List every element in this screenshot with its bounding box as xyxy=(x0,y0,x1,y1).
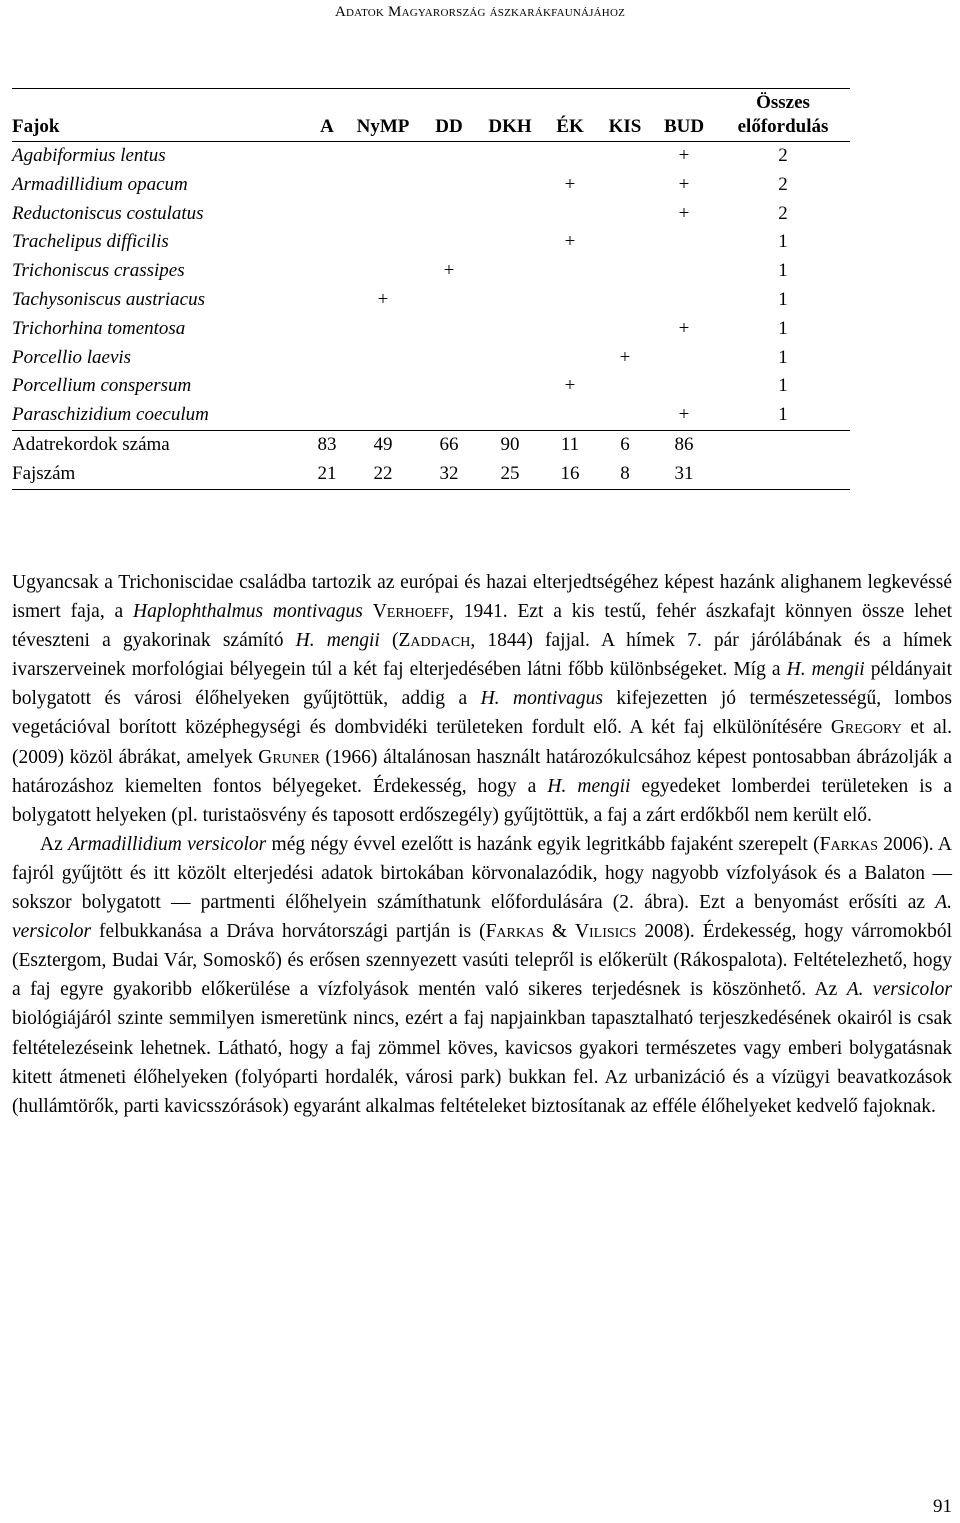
table-cell xyxy=(542,286,598,315)
table-cell: + xyxy=(564,231,576,253)
text-run: ( xyxy=(379,630,399,652)
header-total-line1: Összes xyxy=(756,92,810,113)
table-cell xyxy=(652,257,716,286)
table-cell xyxy=(308,372,346,401)
table-cell xyxy=(478,171,542,200)
text-run: példányait bolygatott és városi élőhelyeken gyűjtöttük, addig a xyxy=(12,659,953,710)
table-cell: 11 xyxy=(560,433,580,455)
species-name: A. versicolor xyxy=(846,979,952,1001)
table-cell: 6 xyxy=(620,433,630,455)
table-cell xyxy=(346,344,420,373)
table-cell xyxy=(478,401,542,430)
header-col-a: A xyxy=(320,116,334,137)
table-cell xyxy=(308,257,346,286)
text-run xyxy=(363,601,373,622)
table-cell xyxy=(308,171,346,200)
table-cell: + xyxy=(678,202,690,224)
author-name: Farkas xyxy=(485,921,544,943)
author-name: Gruner xyxy=(258,746,320,768)
header-col-kis: KIS xyxy=(608,116,642,137)
total-cell: 1 xyxy=(778,346,788,368)
totals-rows xyxy=(12,430,850,489)
header-col-ek: ÉK xyxy=(556,116,584,137)
table-cell: 22 xyxy=(373,462,393,484)
species-name-cell: Armadillidium opacum xyxy=(12,173,188,195)
row-label-cell: Fajszám xyxy=(12,462,76,484)
text-run: felbukkanása a Dráva horvátországi partján is ( xyxy=(91,921,486,943)
text-run: & xyxy=(543,921,575,943)
table-cell: 49 xyxy=(373,433,393,455)
total-cell xyxy=(716,430,850,459)
table-row xyxy=(12,344,850,373)
table-cell xyxy=(308,228,346,257)
species-rows xyxy=(12,142,850,431)
table-cell xyxy=(598,171,652,200)
table-cell: 32 xyxy=(439,462,459,484)
row-label-cell: Adatrekordok száma xyxy=(12,433,170,455)
table-cell xyxy=(420,401,478,430)
table-cell xyxy=(346,200,420,229)
table-cell: 31 xyxy=(674,462,694,484)
table-cell xyxy=(346,315,420,344)
table-cell xyxy=(542,401,598,430)
table-cell xyxy=(346,257,420,286)
table-cell xyxy=(308,401,346,430)
header-col-bud: BUD xyxy=(663,116,705,137)
text-run: et al. (2009) közöl ábrákat, amelyek xyxy=(12,717,952,768)
table-cell xyxy=(598,200,652,229)
header-col-dd: DD xyxy=(435,116,463,137)
table-cell xyxy=(478,142,542,171)
header-total xyxy=(716,89,850,142)
species-name-cell: Paraschizidium coeculum xyxy=(12,404,209,426)
total-cell: 2 xyxy=(778,145,788,166)
total-cell: 1 xyxy=(778,404,788,426)
table-cell xyxy=(346,142,420,171)
total-cell: 1 xyxy=(778,288,788,310)
table-row xyxy=(12,142,850,171)
table-cell xyxy=(420,200,478,229)
author-name: Zaddach xyxy=(398,630,471,652)
total-cell: 2 xyxy=(778,173,788,195)
table-row xyxy=(12,286,850,315)
table-cell xyxy=(420,171,478,200)
table-cell xyxy=(308,315,346,344)
species-name-cell: Agabiformius lentus xyxy=(12,145,166,166)
table-cell: 83 xyxy=(317,433,337,455)
table-cell xyxy=(478,315,542,344)
paragraph-haplophthalmus xyxy=(12,568,952,830)
table-cell xyxy=(420,372,478,401)
table-cell xyxy=(478,228,542,257)
text-run: még négy évvel ezelőtt is hazánk egyik legritkább fajaként szerepelt ( xyxy=(266,833,820,855)
header-total-line2: előfordulás xyxy=(737,116,829,137)
table-cell: 21 xyxy=(317,462,337,484)
species-name: A. versicolor xyxy=(12,892,952,943)
totals-row xyxy=(12,430,850,459)
table-cell xyxy=(478,257,542,286)
species-name-cell: Porcellio laevis xyxy=(12,346,132,368)
table-header-row xyxy=(12,89,850,142)
species-name: Armadillidium versicolor xyxy=(68,833,267,855)
table-cell xyxy=(598,286,652,315)
table-cell: 66 xyxy=(439,433,459,455)
table-cell xyxy=(478,286,542,315)
table-cell xyxy=(308,142,346,171)
header-species: Fajok xyxy=(12,116,60,137)
table-row xyxy=(12,372,850,401)
paragraph-armadillidium xyxy=(12,830,952,1121)
table-cell xyxy=(478,200,542,229)
species-name: H. mengii xyxy=(295,630,380,652)
text-run: biológiájáról szinte semmilyen ismeretünk nincs, ezért a faj napjainkban tapasztalható terjeszkedésének okairól is csak feltételezéseink lehetnek. Látható, hogy a faj zömmel köves, kavicsos gyakori természetes vagy emberi bolygatásnak kitett átmeneti élőhelyeken (folyóparti hordalék, városi park) bukkan fel. Az urbanizáció és a vízügyi beavatkozások (hullámtörők, parti kavicsszórások) egyaránt alkalmas feltételeket biztosítanak az efféle élőhelyeket kedvelő fajoknak. xyxy=(12,1008,952,1117)
total-cell: 1 xyxy=(778,375,788,397)
total-cell: 1 xyxy=(778,231,788,253)
table-cell: + xyxy=(678,145,690,166)
table-cell xyxy=(652,228,716,257)
table-cell: + xyxy=(564,173,576,195)
body-text xyxy=(12,568,952,1121)
total-cell xyxy=(716,460,850,489)
table-cell xyxy=(598,142,652,171)
species-occurrence-table xyxy=(12,88,850,490)
species-name-cell: Porcellium conspersum xyxy=(12,375,192,397)
text-run: Az xyxy=(40,833,69,855)
table-cell xyxy=(598,315,652,344)
table-cell: 8 xyxy=(620,462,630,484)
table-cell xyxy=(598,257,652,286)
table-cell: 16 xyxy=(560,462,580,484)
table-cell xyxy=(346,171,420,200)
running-header: Adatok Magyarország ászkarákfaunájához xyxy=(334,4,626,20)
table-cell xyxy=(478,372,542,401)
table-cell: + xyxy=(564,375,576,397)
table-cell xyxy=(346,401,420,430)
page-number: 91 xyxy=(933,1496,952,1517)
text-run: (1966) általánosan használt határozókulcsához képest pontosabban ábrázolják a határozáshoz kiemelten fontos bélyegeket. Érdekesség, hogy a xyxy=(12,746,952,797)
table-cell: + xyxy=(678,404,690,426)
table-cell xyxy=(542,315,598,344)
total-cell: 2 xyxy=(778,202,788,224)
table-cell xyxy=(542,257,598,286)
table-cell xyxy=(542,142,598,171)
table-cell xyxy=(598,372,652,401)
table-row xyxy=(12,401,850,430)
table-cell: + xyxy=(619,346,631,368)
table-cell xyxy=(420,315,478,344)
table-cell: + xyxy=(443,260,455,282)
table-cell xyxy=(652,344,716,373)
total-cell: 1 xyxy=(778,317,788,339)
header-col-dkh: DKH xyxy=(488,116,532,137)
table-cell xyxy=(308,344,346,373)
species-name: H. mengii xyxy=(547,775,631,797)
text-run: , 1844) fajjal. A hímek 7. pár járólábának és a hímek ivarszerveinek morfológiai bélyegein túl a két faj elterjedésében látni főbb különbségeket. Míg a xyxy=(12,630,952,681)
table-cell xyxy=(420,286,478,315)
table-cell: + xyxy=(377,288,389,310)
table-cell xyxy=(652,286,716,315)
species-name-cell: Tachysoniscus austriacus xyxy=(12,288,206,310)
table-cell xyxy=(420,142,478,171)
table-cell xyxy=(542,200,598,229)
species-name-cell: Reductoniscus costulatus xyxy=(12,202,204,224)
table-row xyxy=(12,315,850,344)
author-name: Vilisics xyxy=(574,921,637,943)
table-cell: + xyxy=(678,173,690,195)
table-cell xyxy=(420,344,478,373)
table-cell xyxy=(478,344,542,373)
table-cell: 86 xyxy=(674,433,694,455)
table-row xyxy=(12,257,850,286)
species-name: Haplophthalmus montivagus xyxy=(133,601,363,623)
species-name-cell: Trichorhina tomentosa xyxy=(12,317,186,339)
table-cell: 25 xyxy=(500,462,520,484)
table-row xyxy=(12,228,850,257)
table-cell xyxy=(346,228,420,257)
table-cell xyxy=(346,372,420,401)
species-name-cell: Trachelipus difficilis xyxy=(12,231,169,253)
total-cell: 1 xyxy=(778,260,788,282)
table-cell xyxy=(598,401,652,430)
species-name: H. montivagus xyxy=(480,688,603,710)
table-row xyxy=(12,200,850,229)
author-name: Gregory xyxy=(830,717,902,739)
totals-row xyxy=(12,460,850,489)
table-cell xyxy=(308,200,346,229)
table-cell: + xyxy=(678,317,690,339)
table-cell xyxy=(652,372,716,401)
text-run: kifejezetten jó természetességű, lombos vegetációval borított középhegységi és dombvidéki területeken fordult elő. A két faj elkülönítésére xyxy=(12,688,952,739)
species-name-cell: Trichoniscus crassipes xyxy=(12,260,185,282)
table-row xyxy=(12,171,850,200)
author-name: Farkas xyxy=(819,833,878,855)
text-run: , 1941. Ezt a kis testű, fehér ászkafajt könnyen össze lehet téveszteni a gyakorinak számító xyxy=(12,601,952,652)
text-run: egyedeket lomberdei területeken is a bolygatott helyeken (pl. turistaösvény és taposott erdőszegély) gyűjtöttük, a faj a zárt erdőkből nem került elő. xyxy=(12,775,953,826)
table-cell xyxy=(308,286,346,315)
text-run: Ugyancsak a Trichoniscidae családba tartozik az európai és hazai elterjedtségéhez képest hazánk alighanem legkevéssé ismert faja, a xyxy=(12,572,952,623)
table-cell: 90 xyxy=(500,433,520,455)
text-run: 2006). A fajról gyűjtött és itt közölt elterjedési adatok birtokában körvonalazódik, hogy nagyobb vízfolyások és a Balaton — sokszor bolygatott — partmenti élőhelyein számíthatunk előfordulására (2. ábra). Ezt a benyomást erősíti az xyxy=(12,833,952,914)
table-cell xyxy=(420,228,478,257)
table-cell xyxy=(598,228,652,257)
table-cell xyxy=(542,344,598,373)
species-name: H. mengii xyxy=(786,659,865,681)
author-name: Verhoeff xyxy=(372,601,450,623)
text-run: 2008). Érdekesség, hogy várromokból (Esztergom, Budai Vár, Somoskő) és erősen szennyezett vasúti telepről is előkerült (Rákospalota). Feltételezhető, hogy a faj egyre gyakoribb előkerülése a vízfolyások mentén való sikeres terjedésnek is köszönhető. Az xyxy=(12,921,952,1001)
header-col-nymp: NyMP xyxy=(356,116,410,137)
